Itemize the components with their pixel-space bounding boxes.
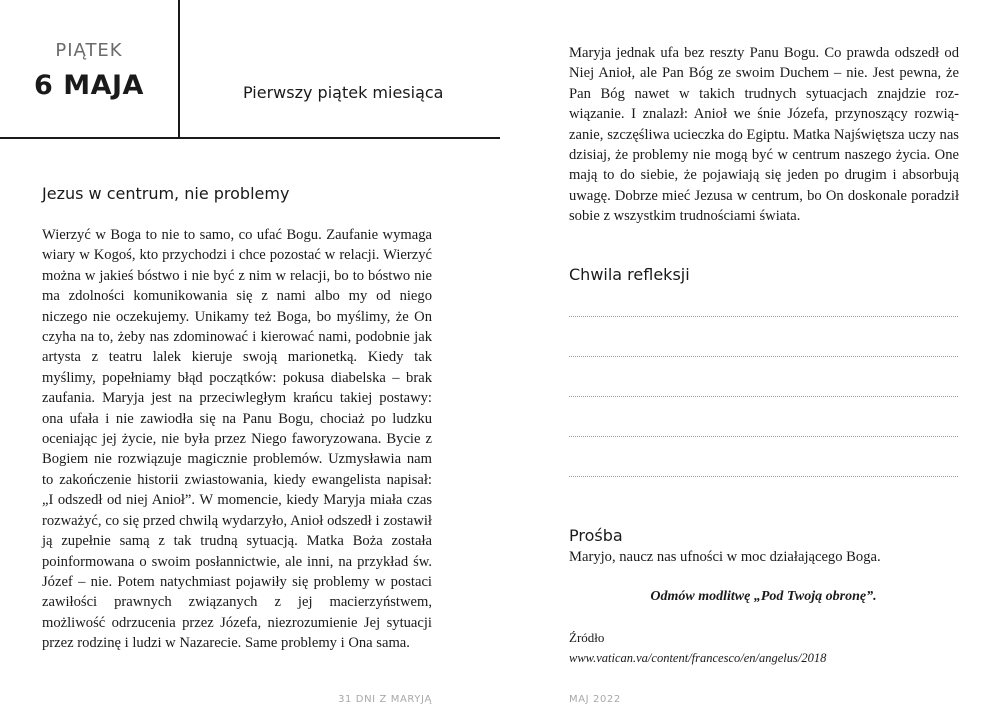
day-header bbox=[0, 0, 500, 139]
article-body-left: Wierzyć w Boga to nie to samo, co ufać Bogu. Zaufanie wymaga wiary w Kogoś, kto przychodzi i chce pozostać w relacji. Wierzyć można w jakieś bóstwo i nie być z nim w relacji, bo to bóstwo nie ma zdolności komunikowania się z nami albo my od niego niczego nie oczekujemy. Unikamy też Boga, bo myślimy, że On czyha na to, żeby nas zdominować i kierować nami, podobnie jak artysta z teatru lalek kieruje swoją marionetką. Kiedy tak myślimy, popełniamy błąd początków: pokusa diabelska – brak zaufania. Maryja jest na przeciwległym krańcu takiej postawy: ona ufała i nie zawiodła się na Panu Bogu, chociaż po ludzku oceniając jej życie, nie była przez Niego faworyzowana. Bycie z Bogiem nie rozwiązuje magicznie problemów. Uzmysławia nam to zakończenie historii zwiastowania, kiedy ewangelista napisał: „I odszedł od niej Anioł”. W momencie, kiedy Maryja miała czas rozważyć, co się przed chwilą wydarzyło, Anioł odszedł i zostawił ją zupełnie samą z tak trudną sytuacją. Matka Boża została poinformowana o swoim posłannictwie, ale inni, na przykład św. Józef – nie. Potem natychmiast pojawiły się problemy w postaci zawiłości prawnych związanych z jej macierzyństwem, możliwość odrzucenia przez Józefa, niezrozumienie Jej sytuacji przez rodzinę i ludzi w Nazarecie. Same problemy i Ona sama. bbox=[42, 227, 432, 652]
footer-book-title: 31 DNI Z MARYJĄ bbox=[338, 694, 432, 705]
source-url: www.vatican.va/content/francesco/en/angelus/2018 bbox=[569, 651, 827, 665]
writing-line bbox=[569, 356, 958, 357]
day-occasion: Pierwszy piątek miesiąca bbox=[243, 83, 444, 102]
prosba-text: Maryjo, naucz nas ufności w moc działającego Boga. bbox=[569, 549, 881, 565]
writing-line bbox=[569, 396, 958, 397]
writing-line bbox=[569, 476, 958, 477]
article-title: Jezus w centrum, nie problemy bbox=[42, 184, 290, 203]
prosba-title: Prośba bbox=[569, 526, 623, 545]
right-page bbox=[500, 0, 999, 724]
prayer-instruction: Odmów modlitwę „Pod Twoją obronę”. bbox=[650, 589, 877, 604]
day-name: PIĄTEK bbox=[55, 40, 123, 61]
day-date: 6 MAJA bbox=[34, 70, 144, 101]
reflection-title: Chwila refleksji bbox=[569, 265, 690, 284]
writing-line bbox=[569, 436, 958, 437]
article-body-right: Maryja jednak ufa bez reszty Panu Bogu. Co prawda odszedł od Niej Anioł, ale Pan Bóg ze swoim Duchem – nie. Jest pewna, że Pan Bóg nawet w takich trudnych sytuacjach znajdzie rozwiązanie. I znalazł: Anioł we śnie Józefa, przynoszący rozwiązanie, szczęśliwa ucieczka do Egiptu. Matka Najświętsza uczy nas dzisiaj, że problemy nie mogą być w centrum naszego życia. One mają to do siebie, że pojawiają się jeden po drugim i absorbują uwagę. Dobrze mieć Jezusa w centrum, bo On doskonale poradził sobie z wszystkim trudnościami świata. bbox=[569, 45, 959, 225]
footer-month: MAJ 2022 bbox=[569, 694, 621, 705]
writing-line bbox=[569, 316, 958, 317]
source-label: Źródło bbox=[569, 630, 605, 645]
reflection-writing-lines bbox=[569, 316, 958, 516]
header-divider bbox=[178, 0, 180, 137]
